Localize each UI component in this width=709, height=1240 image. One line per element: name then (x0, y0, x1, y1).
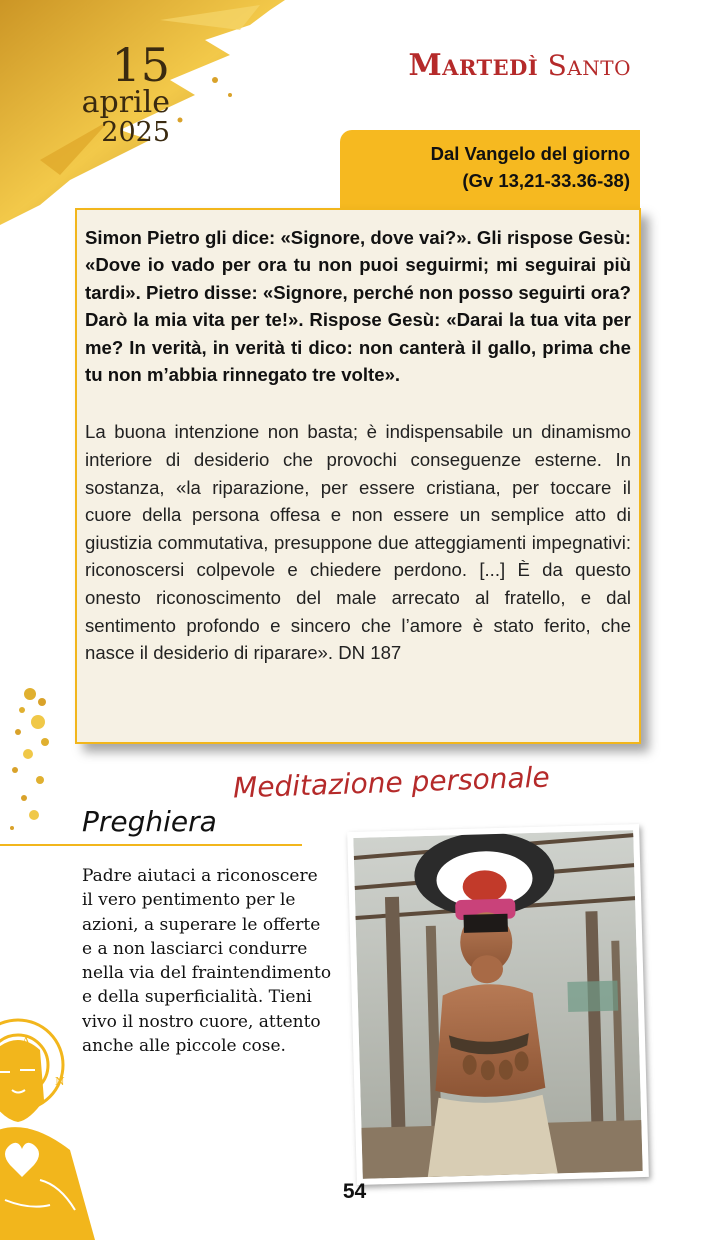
day-title-weekday: Martedì (408, 48, 539, 83)
prayer-text: Padre aiutaci a riconoscere il vero pentimento per le azioni, a superare le offerte e a non lasciarci condurre nella via del fraintendimento e della superficialità. Tieni vivo il nostro cuore, attento anche alle piccole cose. (82, 866, 332, 1057)
gospel-header-reference: (Gv 13,21-33.36-38) (462, 170, 630, 191)
day-title-season: Santo (547, 49, 631, 82)
date-month: aprile (81, 85, 170, 120)
date-day: 15 (111, 38, 170, 92)
page-number: 54 (342, 1180, 367, 1203)
gold-dots-decoration (0, 680, 70, 840)
gospel-header-title: Dal Vangelo del giorno (430, 143, 630, 164)
gospel-text: Simon Pietro gli dice: «Signore, dove vai?». Gli rispose Gesù: «Dove io vado per ora tu non puoi seguirmi; mi seguirai più tardi». Pietro disse: «Signore, perché non posso seguirti ora? Darò la mia vita per te!». Rispose Gesù: «Darai la tua vita per me? In verità, in verità ti dico: non canterà il gallo, prima che tu non m’abbia rinnegato tre volte». (85, 227, 631, 386)
day-title (408, 48, 631, 83)
date-block (40, 38, 170, 148)
reading-box (75, 208, 641, 744)
meditation-title: Meditazione personale (232, 760, 551, 805)
sacred-heart-icon (0, 1010, 105, 1240)
indigenous-girl-photo (353, 830, 642, 1179)
date-year: 2025 (101, 117, 170, 148)
svg-text:N: N (55, 1075, 65, 1088)
commentary-text: La buona intenzione non basta; è indispensabile un dinamismo interiore di desiderio che provochi conseguenze esterne. In sostanza, «la riparazione, per essere cristiana, per toccare il cuore della persona offesa e non essere un semplice atto di giustizia commutativa, presuppone due atteggiamenti impegnativi: riconoscersi colpevole e chiedere perdono. [...] È da questo onesto riconoscimento del male arrecato al fratello, e dal sentimento profondo e sincero che l’amore è stato ferito, che nasce il desiderio di riparare». DN 187 (85, 421, 631, 664)
photo-frame (347, 824, 649, 1185)
prayer-divider (0, 844, 302, 846)
prayer-title: Preghiera (82, 805, 217, 838)
svg-text:A: A (22, 1035, 30, 1048)
gospel-header (340, 130, 640, 208)
